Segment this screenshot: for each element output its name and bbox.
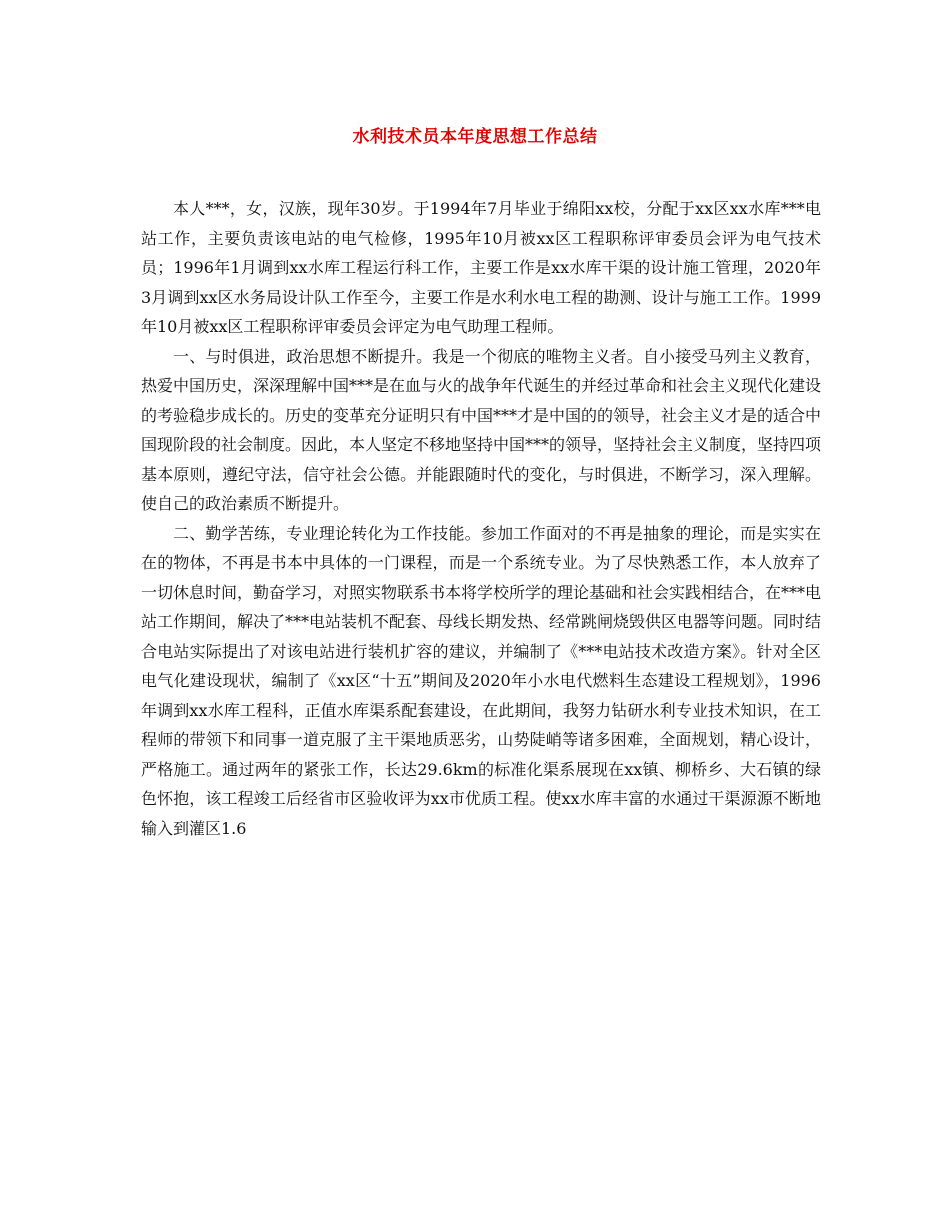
paragraph-intro: 本人***，女，汉族，现年30岁。于1994年7月毕业于绵阳xx校，分配于xx区xx水库***电站工作，主要负责该电站的电气检修，1995年10月被xx区工程职称评审委员会评为电气技术员；1996年1月调到xx水库工程运行科工作，主要工作是xx水库干渠的设计施工管理，2020年3月调到xx区水务局设计队工作至今，主要工作是水利水电工程的勘测、设计与施工工作。1999年10月被xx区工程职称评审委员会评定为电气助理工程师。 bbox=[141, 199, 821, 336]
paragraph-professional: 二、勤学苦练，专业理论转化为工作技能。参加工作面对的不再是抽象的理论，而是实实在在的物体，不再是书本中具体的一门课程，而是一个系统专业。为了尽快熟悉工作，本人放弃了一切休息时间，勤奋学习，对照实物联系书本将学校所学的理论基础和社会实践相结合，在***电站工作期间，解决了***电站装机不配套、母线长期发热、经常跳闸烧毁供区电器等问题。同时结合电站实际提出了对该电站进行装机扩容的建议，并编制了《***电站技术改造方案》。针对全区电气化建设现状，编制了《xx区“十五”期间及2020年小水电代燃料生态建设工程规划》，1996年调到xx水库工程科，正值水库渠系配套建设，在此期间，我努力钻研水利专业技术知识，在工程师的带领下和同事一道克服了主干渠地质恶劣，山势陡峭等诸多困难，全面规划，精心设计，严格施工。通过两年的紧张工作，长达29.6km的标准化渠系展现在xx镇、柳桥乡、大石镇的绿色怀抱，该工程竣工后经省市区验收评为xx市优质工程。使xx水库丰富的水通过干渠源源不断地输入到灌区1.6 bbox=[141, 523, 822, 838]
paragraph-political: 一、与时俱进，政治思想不断提升。我是一个彻底的唯物主义者。自小接受马列主义教育，热爱中国历史，深深理解中国***是在血与火的战争年代诞生的并经过革命和社会主义现代化建设的考验稳步成长的。历史的变革充分证明只有中国***才是中国的的领导，社会主义才是的适合中国现阶段的社会制度。因此，本人坚定不移地坚持中国***的领导，坚持社会主义制度，坚持四项基本原则，遵纪守法，信守社会公德。并能跟随时代的变化，与时俱进，不断学习，深入理解。使自己的政治素质不断提升。 bbox=[141, 346, 822, 513]
document-body bbox=[141, 194, 821, 843]
document-title: 水利技术员本年度思想工作总结 bbox=[352, 127, 598, 147]
